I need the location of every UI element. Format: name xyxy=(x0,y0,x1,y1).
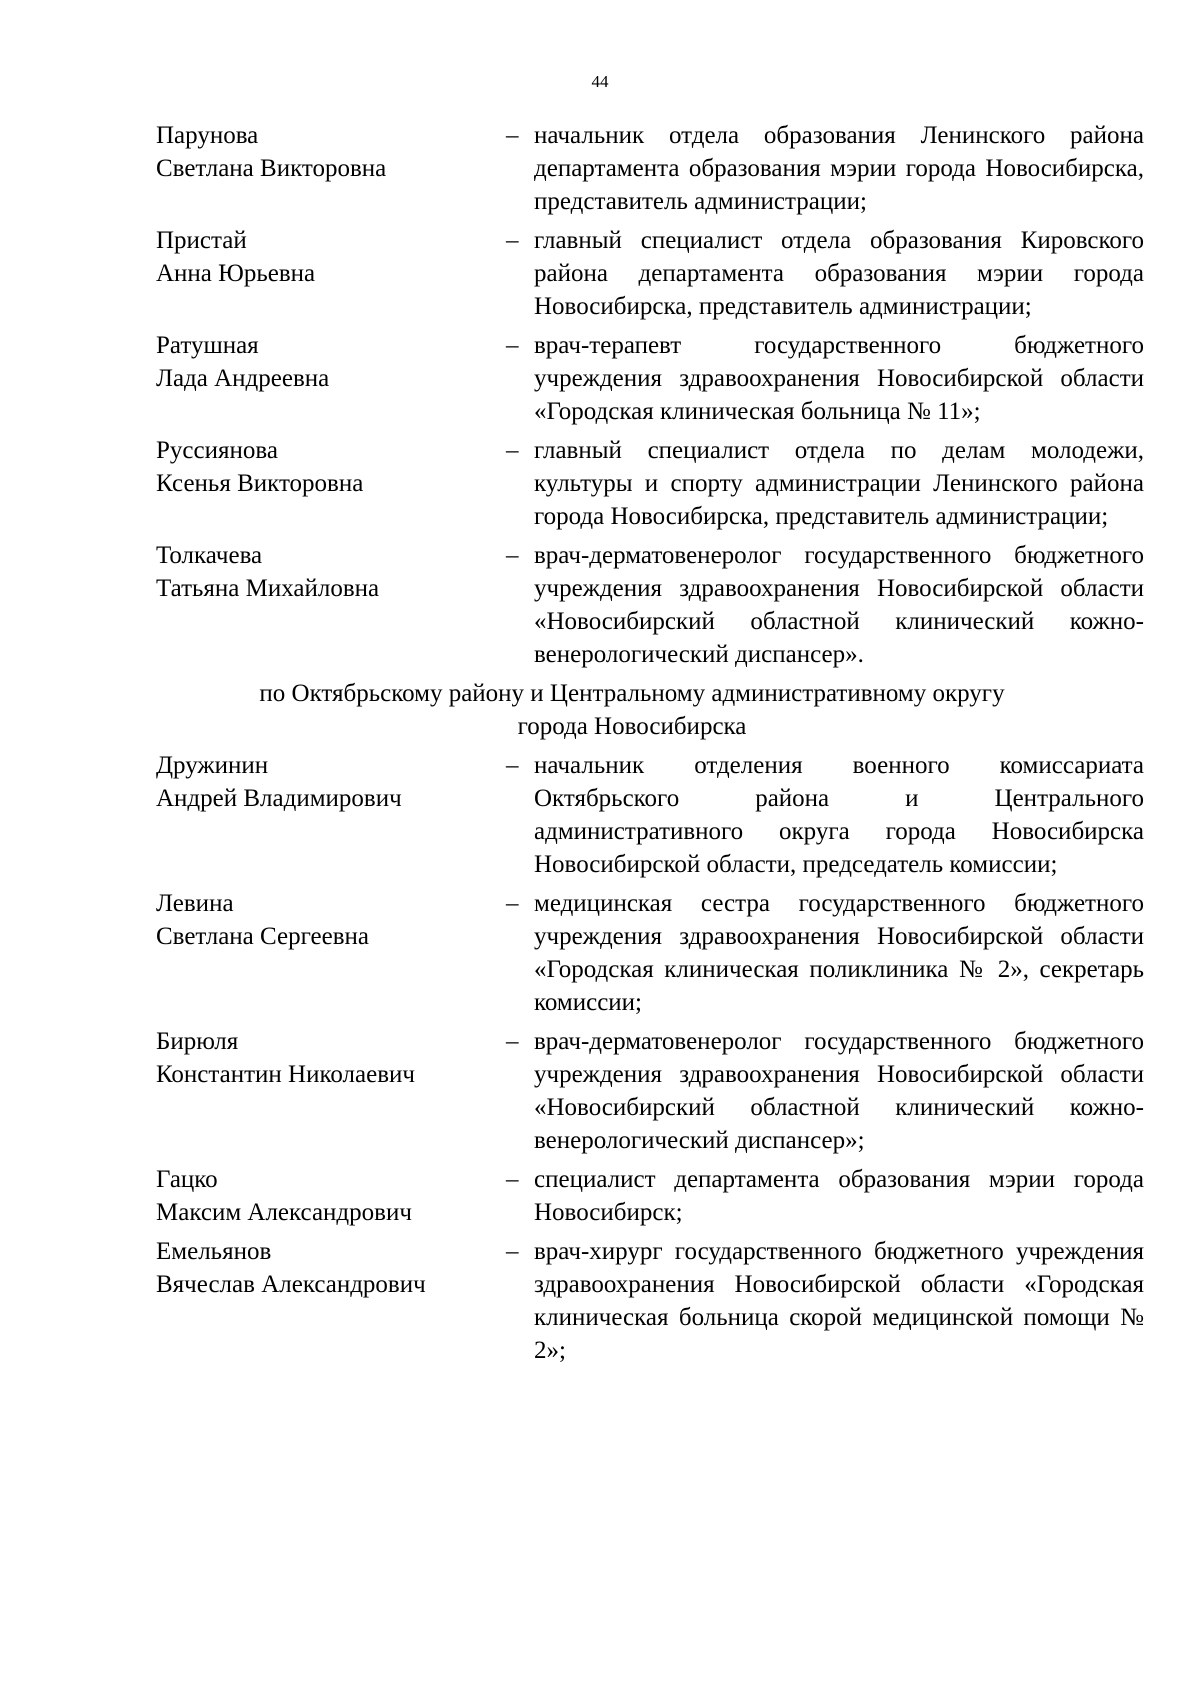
member-entry xyxy=(156,1025,1148,1157)
member-position: начальник отдела образования Ленинского района департамента образования мэрии города Новосибирска, представитель администрации; xyxy=(534,122,1144,215)
member-entry xyxy=(156,1163,1148,1229)
member-entry xyxy=(156,434,1148,533)
member-surname: Емельянов xyxy=(156,1238,272,1265)
member-surname: Ратушная xyxy=(156,332,259,359)
member-position: специалист департамента образования мэрии города Новосибирск; xyxy=(534,1166,1144,1226)
member-surname: Пристай xyxy=(156,227,247,254)
member-entry xyxy=(156,749,1148,881)
document-body xyxy=(156,119,1148,1373)
member-given-names: Татьяна Михайловна xyxy=(156,575,380,602)
member-given-names: Анна Юрьевна xyxy=(156,260,316,287)
member-surname: Толкачева xyxy=(156,542,263,569)
member-entry xyxy=(156,224,1148,323)
member-entry xyxy=(156,887,1148,1019)
dash-separator: – xyxy=(506,122,519,149)
member-position: медицинская сестра государственного бюджетного учреждения здравоохранения Новосибирской области «Городская клиническая поликлиника № 2», секретарь комиссии; xyxy=(534,890,1144,1016)
member-given-names: Светлана Сергеевна xyxy=(156,923,370,950)
member-given-names: Андрей Владимирович xyxy=(156,785,402,812)
dash-separator: – xyxy=(506,752,519,779)
dash-separator: – xyxy=(506,542,519,569)
member-surname: Левина xyxy=(156,890,234,917)
member-position: главный специалист отдела образования Кировского района департамента образования мэрии города Новосибирска, представитель администрации; xyxy=(534,227,1144,320)
member-name xyxy=(156,1163,506,1229)
section-heading-line-1: по Октябрьскому району и Центральному административному округу xyxy=(259,680,1005,707)
member-position: врач-дерматовенеролог государственного бюджетного учреждения здравоохранения Новосибирской области «Новосибирский областной клинический кожно-венерологический диспансер». xyxy=(534,542,1144,668)
member-name xyxy=(156,434,506,533)
member-position: главный специалист отдела по делам молодежи, культуры и спорту администрации Ленинского района города Новосибирска, представитель администрации; xyxy=(534,437,1144,530)
member-name xyxy=(156,749,506,881)
member-entry xyxy=(156,1235,1148,1367)
member-entry xyxy=(156,539,1148,671)
member-name xyxy=(156,887,506,1019)
member-given-names: Максим Александрович xyxy=(156,1199,412,1226)
member-given-names: Вячеслав Александрович xyxy=(156,1271,426,1298)
dash-separator: – xyxy=(506,890,519,917)
member-entry xyxy=(156,119,1148,218)
member-position: врач-дерматовенеролог государственного бюджетного учреждения здравоохранения Новосибирской области «Новосибирский областной клинический кожно-венерологический диспансер»; xyxy=(534,1028,1144,1154)
page-number: 44 xyxy=(591,72,609,91)
section-heading xyxy=(136,677,1128,743)
dash-separator: – xyxy=(506,332,519,359)
section-heading-line-2: города Новосибирска xyxy=(517,713,747,740)
member-name xyxy=(156,539,506,671)
member-name xyxy=(156,1025,506,1157)
member-surname: Парунова xyxy=(156,122,259,149)
member-surname: Гацко xyxy=(156,1166,218,1193)
member-name xyxy=(156,329,506,428)
dash-separator: – xyxy=(506,1166,519,1193)
dash-separator: – xyxy=(506,1238,519,1265)
member-entry xyxy=(156,329,1148,428)
member-name xyxy=(156,1235,506,1367)
member-name xyxy=(156,224,506,323)
member-position: начальник отделения военного комиссариата Октябрьского района и Центрального административного округа города Новосибирска Новосибирской области, председатель комиссии; xyxy=(534,752,1144,878)
member-position: врач-терапевт государственного бюджетного учреждения здравоохранения Новосибирской области «Городская клиническая больница № 11»; xyxy=(534,332,1144,425)
member-given-names: Лада Андреевна xyxy=(156,365,330,392)
member-given-names: Светлана Викторовна xyxy=(156,155,387,182)
dash-separator: – xyxy=(506,437,519,464)
dash-separator: – xyxy=(506,227,519,254)
dash-separator: – xyxy=(506,1028,519,1055)
member-given-names: Ксенья Викторовна xyxy=(156,470,364,497)
member-surname: Руссиянова xyxy=(156,437,278,464)
member-position: врач-хирург государственного бюджетного учреждения здравоохранения Новосибирской области «Городская клиническая больница скорой медицинской помощи № 2»; xyxy=(534,1238,1144,1364)
member-surname: Бирюля xyxy=(156,1028,239,1055)
member-surname: Дружинин xyxy=(156,752,269,779)
member-name xyxy=(156,119,506,218)
member-given-names: Константин Николаевич xyxy=(156,1061,415,1088)
